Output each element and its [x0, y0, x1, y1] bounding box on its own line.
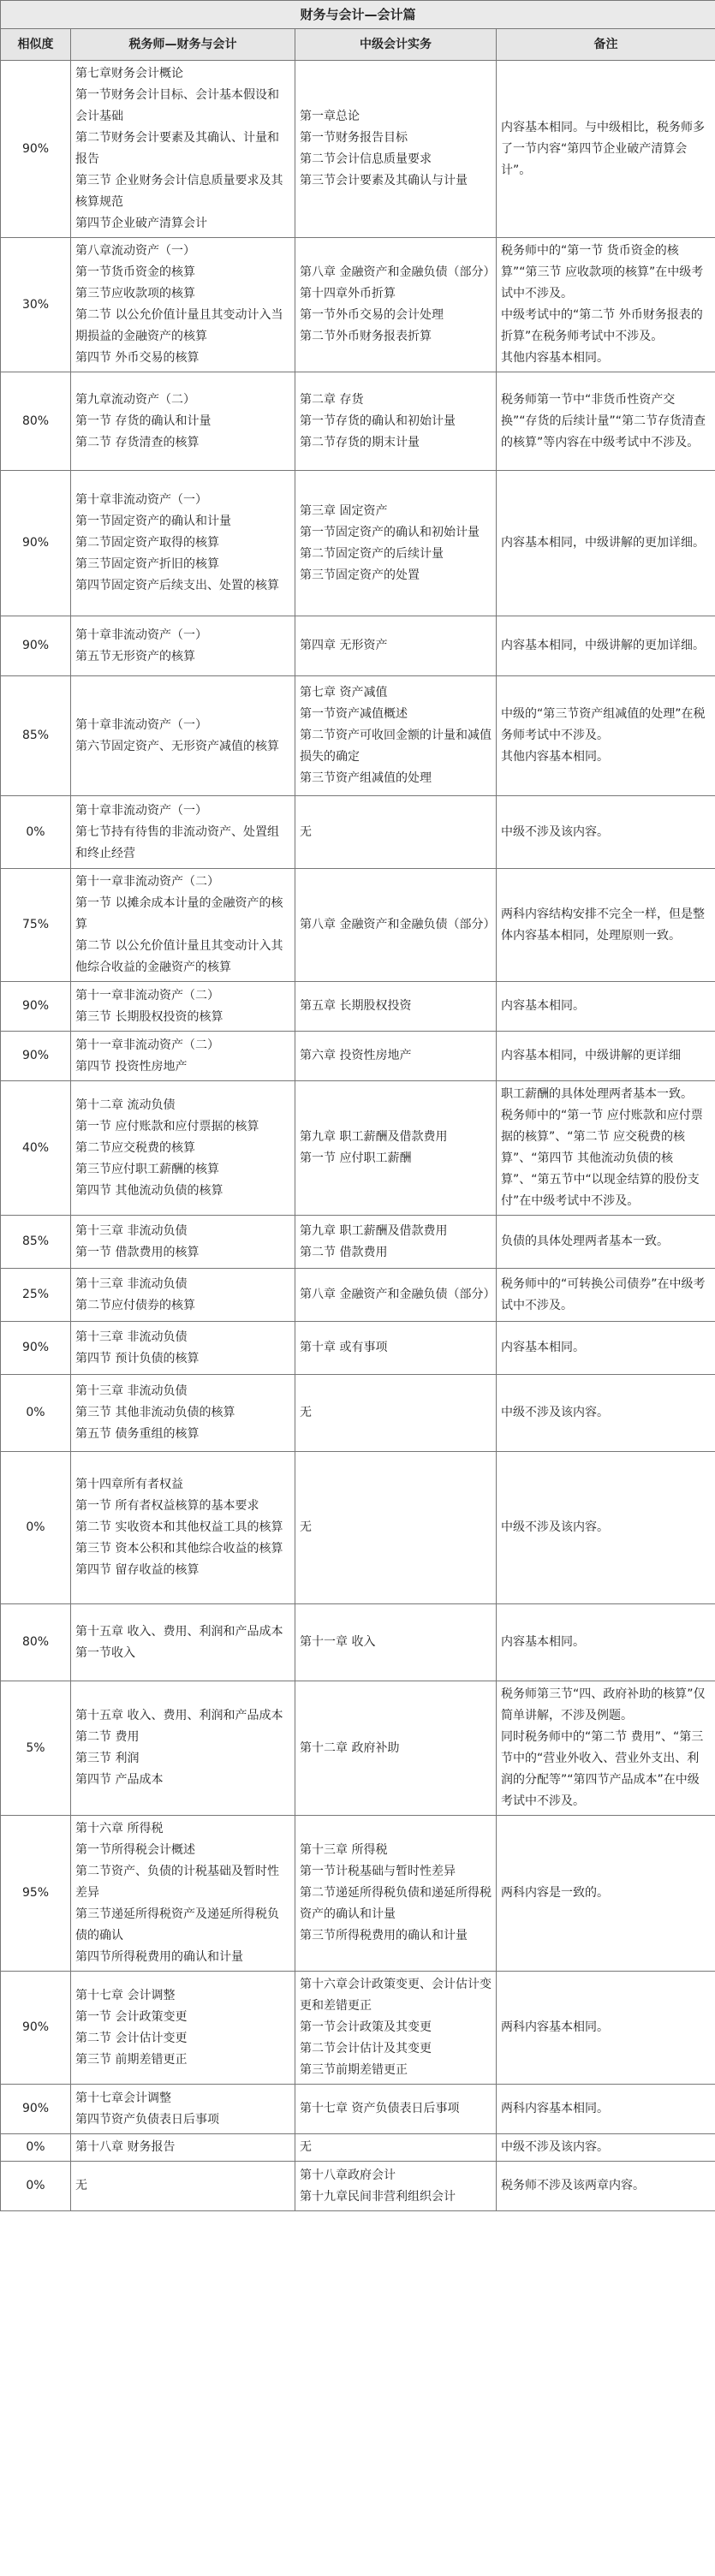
intermediate-cell [295, 1081, 497, 1216]
remarks-cell [497, 869, 715, 982]
similarity-cell: 90% [1, 2085, 71, 2134]
tax-agent-cell [71, 471, 295, 616]
table-row [1, 869, 715, 982]
cell-line: 第三节递延所得税资产及递延所得税负债的确认 [75, 1907, 279, 1942]
tax-agent-cell [71, 1032, 295, 1081]
tax-agent-cell [71, 616, 295, 676]
remarks-cell [497, 1452, 715, 1604]
tax-agent-cell [71, 1604, 295, 1681]
cell-line: 第二节存货的期末计量 [300, 435, 420, 449]
remarks-cell [497, 1216, 715, 1269]
cell-line: 税务师第一节中“非货币性资产交换”“存货的后续计量”“第二节存货清查的核算”等内容在中级考试中不涉及。 [501, 392, 706, 449]
intermediate-cell [295, 1681, 497, 1816]
cell-line: 第十六章 所得税 [75, 1822, 164, 1835]
cell-line: 第二节 以公允价值计量且其变动计入当期损益的金融资产的核算 [75, 308, 283, 343]
cell-line: 第二节外币财务报表折算 [300, 330, 432, 343]
cell-line: 第十五章 收入、费用、利润和产品成本 [75, 1709, 283, 1722]
table-row [1, 372, 715, 471]
cell-line: 第六节固定资产、无形资产减值的核算 [75, 739, 279, 753]
intermediate-cell [295, 1816, 497, 1972]
cell-line: 第九章流动资产（二） [75, 392, 195, 407]
cell-line: 第二节财务会计要素及其确认、计量和报告 [75, 131, 279, 166]
cell-line: 第二章 存货 [300, 392, 364, 407]
table-row [1, 982, 715, 1032]
cell-line: 无 [300, 1520, 312, 1534]
similarity-cell: 75% [1, 869, 71, 982]
cell-line: 负债的具体处理两者基本一致。 [501, 1234, 669, 1248]
tax-agent-cell [71, 1081, 295, 1216]
remarks-cell [497, 1604, 715, 1681]
similarity-cell: 90% [1, 61, 71, 238]
cell-line: 第四节企业破产清算会计 [75, 217, 207, 230]
cell-line: 第四节 外币交易的核算 [75, 351, 200, 365]
tax-agent-cell [71, 1681, 295, 1816]
similarity-cell: 30% [1, 238, 71, 372]
cell-line: 两科内容是一致的。 [501, 1886, 609, 1900]
cell-line: 第七章财务会计概论 [75, 67, 183, 80]
cell-line: 第十三章 所得税 [300, 1843, 388, 1857]
table-row [1, 238, 715, 372]
cell-line: 第四节 预计负债的核算 [75, 1351, 200, 1365]
cell-line: 内容基本相同。与中级相比，税务师多了一节内容“第四节企业破产清算会计”。 [501, 120, 705, 177]
cell-line: 第一节存货的确认和初始计量 [300, 413, 456, 428]
cell-line: 第一节财务会计目标、会计基本假设和会计基础 [75, 88, 279, 123]
intermediate-cell [295, 2085, 497, 2134]
table-row [1, 61, 715, 238]
cell-line: 同时税务师中的“第二节 费用”、“第三节中的“营业外收入、营业外支出、利润的分配等”“第四节产品成本”在中级考试中不涉及。 [501, 1730, 704, 1808]
cell-line: 第十三章 非流动负债 [75, 1384, 188, 1398]
cell-line: 第三节前期差错更正 [300, 2063, 408, 2077]
remarks-cell [497, 616, 715, 676]
cell-line: 税务师中的“第一节 应付账款和应付票据的核算”、“第二节 应交税费的核算”、“第四节 其他流动负债的核算”、“第五节中“以现金结算的股份支付”在中级考试中不涉及。 [501, 1109, 703, 1208]
intermediate-cell [295, 1032, 497, 1081]
cell-line: 第四节 留存收益的核算 [75, 1563, 200, 1577]
cell-line: 第十五章 收入、费用、利润和产品成本 [75, 1624, 283, 1639]
cell-line: 第一节 以摊余成本计量的金融资产的核算 [75, 896, 283, 931]
cell-line: 第十四章外币折算 [300, 287, 396, 300]
cell-line: 第十八章政府会计 [300, 2168, 396, 2182]
intermediate-cell [295, 238, 497, 372]
cell-line: 中级考试中的“第二节 外币财务报表的折算”在税务师考试中不涉及。 [501, 308, 703, 343]
table-row [1, 1452, 715, 1604]
cell-line: 内容基本相同。 [501, 999, 585, 1013]
table-row [1, 1816, 715, 1972]
tax-agent-cell [71, 238, 295, 372]
cell-line: 第一节 所有者权益核算的基本要求 [75, 1499, 259, 1513]
table-row [1, 471, 715, 616]
cell-line: 第八章 金融资产和金融负债（部分） [300, 1288, 496, 1301]
cell-line: 第二节固定资产的后续计量 [300, 546, 444, 561]
intermediate-cell [295, 1604, 497, 1681]
cell-line: 第二节会计估计及其变更 [300, 2042, 432, 2055]
tax-agent-cell [71, 61, 295, 238]
cell-line: 内容基本相同，中级讲解的更加详细。 [501, 536, 705, 550]
cell-line: 第十七章 资产负债表日后事项 [300, 2102, 460, 2115]
similarity-cell: 25% [1, 1269, 71, 1322]
tax-agent-cell [71, 2134, 295, 2162]
table-row [1, 2162, 715, 2211]
cell-line: 第十三章 非流动负债 [75, 1330, 188, 1344]
similarity-cell: 40% [1, 1081, 71, 1216]
cell-line: 第四节 投资性房地产 [75, 1059, 188, 1074]
similarity-cell: 85% [1, 676, 71, 796]
intermediate-cell [295, 1452, 497, 1604]
cell-line: 第一节 会计政策变更 [75, 2009, 188, 2024]
table-row [1, 1375, 715, 1452]
cell-line: 第二节 借款费用 [300, 1245, 388, 1259]
cell-line: 中级不涉及该内容。 [501, 1520, 609, 1534]
tax-agent-cell [71, 676, 295, 796]
cell-line: 第三节固定资产的处置 [300, 568, 420, 582]
similarity-cell: 90% [1, 1032, 71, 1081]
remarks-cell [497, 1322, 715, 1375]
cell-line: 第五节无形资产的核算 [75, 649, 195, 663]
cell-line: 第三节 利润 [75, 1752, 140, 1765]
cell-line: 第十七章 会计调整 [75, 1988, 176, 2002]
intermediate-cell [295, 1216, 497, 1269]
tax-agent-cell [71, 796, 295, 869]
cell-line: 第一节 存货的确认和计量 [75, 413, 212, 428]
similarity-cell: 0% [1, 2134, 71, 2162]
table-row [1, 1322, 715, 1375]
intermediate-cell [295, 869, 497, 982]
similarity-cell: 90% [1, 471, 71, 616]
similarity-cell: 0% [1, 1375, 71, 1452]
cell-line: 第十八章 财务报告 [75, 2140, 176, 2154]
intermediate-cell [295, 1269, 497, 1322]
cell-line: 第八章 金融资产和金融负债（部分） [300, 918, 496, 931]
cell-line: 第六章 投资性房地产 [300, 1049, 412, 1062]
cell-line: 第二节固定资产取得的核算 [75, 536, 219, 550]
cell-line: 第十一章非流动资产（二） [75, 875, 219, 889]
similarity-cell: 80% [1, 372, 71, 471]
cell-line: 两科内容结构安排不完全一样，但是整体内容基本相同，处理原则一致。 [501, 907, 705, 943]
tax-agent-cell [71, 2085, 295, 2134]
cell-line: 第十二章 政府补助 [300, 1740, 400, 1755]
cell-line: 第二节递延所得税负债和递延所得税资产的确认和计量 [300, 1886, 492, 1921]
intermediate-cell [295, 1322, 497, 1375]
table-row [1, 1081, 715, 1216]
table-row [1, 1972, 715, 2085]
similarity-cell: 90% [1, 616, 71, 676]
intermediate-cell [295, 616, 497, 676]
cell-line: 第三节所得税费用的确认和计量 [300, 1929, 468, 1942]
cell-line: 第十章非流动资产（一） [75, 803, 207, 818]
tax-agent-cell [71, 1269, 295, 1322]
table-row [1, 2085, 715, 2134]
cell-line: 第一节货币资金的核算 [75, 265, 195, 279]
cell-line: 第三节 企业财务会计信息质量要求及其核算规范 [75, 174, 283, 209]
cell-line: 第三节应收款项的核算 [75, 287, 195, 300]
cell-line: 第三节会计要素及其确认与计量 [300, 174, 468, 187]
cell-line: 税务师中的“可转换公司债券”在中级考试中不涉及。 [501, 1276, 706, 1312]
cell-line: 第一节 应付账款和应付票据的核算 [75, 1119, 259, 1133]
tax-agent-cell [71, 1216, 295, 1269]
table-row [1, 1604, 715, 1681]
intermediate-cell [295, 2162, 497, 2211]
similarity-cell: 95% [1, 1816, 71, 1972]
cell-line: 第二节应付债券的核算 [75, 1298, 195, 1312]
cell-line: 第五章 长期股权投资 [300, 999, 412, 1013]
cell-line: 第十九章民间非营利组织会计 [300, 2189, 456, 2204]
cell-line: 第四节 其他流动负债的核算 [75, 1183, 223, 1198]
cell-line: 第二节会计信息质量要求 [300, 152, 432, 166]
cell-line: 第四章 无形资产 [300, 639, 388, 652]
tax-agent-cell [71, 869, 295, 982]
cell-line: 第十章 或有事项 [300, 1341, 388, 1354]
cell-line: 第三节应付职工薪酬的核算 [75, 1162, 219, 1176]
cell-line: 其他内容基本相同。 [501, 750, 609, 764]
cell-line: 第三节固定资产折旧的核算 [75, 557, 219, 571]
remarks-cell [497, 372, 715, 471]
cell-line: 第十四章所有者权益 [75, 1478, 183, 1491]
similarity-cell: 90% [1, 1322, 71, 1375]
cell-line: 中级不涉及该内容。 [501, 824, 609, 839]
tax-agent-cell [71, 2162, 295, 2211]
cell-line: 中级不涉及该内容。 [501, 2140, 609, 2154]
cell-line: 第三节资产组减值的处理 [300, 771, 432, 785]
cell-line: 第三节 长期股权投资的核算 [75, 1009, 223, 1024]
cell-line: 第三节 其他非流动负债的核算 [75, 1406, 235, 1419]
cell-line: 第一章总论 [300, 110, 360, 123]
remarks-cell [497, 2162, 715, 2211]
cell-line: 第一节资产减值概述 [300, 707, 408, 721]
remarks-cell [497, 1972, 715, 2085]
cell-line: 第三节 资本公积和其他综合收益的核算 [75, 1542, 283, 1556]
cell-line: 第十章非流动资产（一） [75, 493, 207, 507]
cell-line: 第七节持有待售的非流动资产、处置组和终止经营 [75, 824, 279, 860]
table-row [1, 1216, 715, 1269]
cell-line: 第一节所得税会计概述 [75, 1843, 195, 1857]
intermediate-cell [295, 1375, 497, 1452]
tax-agent-cell [71, 1375, 295, 1452]
cell-line: 第二节应交税费的核算 [75, 1140, 195, 1155]
remarks-cell [497, 2085, 715, 2134]
intermediate-cell [295, 676, 497, 796]
tax-agent-cell [71, 1322, 295, 1375]
cell-line: 第十六章会计政策变更、会计估计变更和差错更正 [300, 1978, 492, 2013]
cell-line: 无 [300, 2140, 312, 2154]
tax-agent-cell [71, 1972, 295, 2085]
cell-line: 第十章非流动资产（一） [75, 717, 207, 732]
cell-line: 税务师不涉及该两章内容。 [501, 2179, 645, 2192]
cell-line: 第三章 固定资产 [300, 503, 388, 518]
cell-line: 税务师中的“第一节 货币资金的核算”“第三节 应收款项的核算”在中级考试中不涉及。 [501, 244, 704, 300]
header-remarks: 备注 [497, 29, 715, 61]
table-row [1, 1681, 715, 1816]
cell-line: 第一节固定资产的确认和初始计量 [300, 525, 480, 539]
cell-line: 第二节 费用 [75, 1730, 140, 1744]
cell-line: 第四节固定资产后续支出、处置的核算 [75, 579, 279, 592]
cell-line: 第十一章 收入 [300, 1635, 376, 1649]
similarity-cell: 90% [1, 1972, 71, 2085]
cell-line: 第四节资产负债表日后事项 [75, 2112, 219, 2127]
cell-line: 第一节 借款费用的核算 [75, 1245, 200, 1259]
similarity-cell: 85% [1, 1216, 71, 1269]
remarks-cell [497, 1375, 715, 1452]
cell-line: 其他内容基本相同。 [501, 351, 609, 365]
similarity-cell: 0% [1, 1452, 71, 1604]
cell-line: 无 [300, 824, 312, 839]
table-row [1, 2134, 715, 2162]
remarks-cell [497, 676, 715, 796]
table-row [1, 676, 715, 796]
intermediate-cell [295, 61, 497, 238]
header-tax-agent: 税务师—财务与会计 [71, 29, 295, 61]
remarks-cell [497, 238, 715, 372]
cell-line: 第二节资产可收回金额的计量和减值损失的确定 [300, 729, 492, 764]
cell-line: 第十七章会计调整 [75, 2091, 171, 2105]
cell-line: 第十三章 非流动负债 [75, 1276, 188, 1291]
cell-line: 第七章 资产减值 [300, 686, 388, 699]
table-body [1, 61, 715, 2211]
cell-line: 第四节 产品成本 [75, 1773, 164, 1787]
cell-line: 第十章非流动资产（一） [75, 628, 207, 642]
tax-agent-cell [71, 372, 295, 471]
cell-line: 第八章流动资产（一） [75, 244, 195, 258]
remarks-cell [497, 1081, 715, 1216]
remarks-cell [497, 1032, 715, 1081]
intermediate-cell [295, 1972, 497, 2085]
similarity-cell: 90% [1, 982, 71, 1032]
cell-line: 第十三章 非流动负债 [75, 1223, 188, 1238]
cell-line: 第一节固定资产的确认和计量 [75, 515, 231, 528]
header-intermediate: 中级会计实务 [295, 29, 497, 61]
intermediate-cell [295, 372, 497, 471]
similarity-cell: 80% [1, 1604, 71, 1681]
cell-line: 第三节 前期差错更正 [75, 2052, 188, 2067]
cell-line: 第一节收入 [75, 1645, 135, 1660]
cell-line: 第二节 会计估计变更 [75, 2031, 188, 2045]
cell-line: 中级不涉及该内容。 [501, 1406, 609, 1419]
cell-line: 第八章 金融资产和金融负债（部分） [300, 265, 496, 279]
tax-agent-cell [71, 982, 295, 1032]
cell-line: 两科内容基本相同。 [501, 2020, 609, 2034]
tax-agent-cell [71, 1452, 295, 1604]
similarity-cell: 0% [1, 2162, 71, 2211]
remarks-cell [497, 61, 715, 238]
cell-line: 第二节资产、负债的计税基础及暂时性差异 [75, 1865, 279, 1900]
cell-line: 第十二章 流动负债 [75, 1098, 176, 1112]
cell-line: 第十一章非流动资产（二） [75, 988, 219, 1002]
cell-line: 第一节财务报告目标 [300, 131, 408, 145]
cell-line: 第一节 应付职工薪酬 [300, 1151, 412, 1165]
cell-line: 第二节 存货清查的核算 [75, 435, 200, 449]
cell-line: 内容基本相同，中级讲解的更加详细。 [501, 639, 705, 652]
tax-agent-cell [71, 1816, 295, 1972]
remarks-cell [497, 982, 715, 1032]
intermediate-cell [295, 796, 497, 869]
cell-line: 第九章 职工薪酬及借款费用 [300, 1130, 448, 1144]
cell-line: 内容基本相同。 [501, 1635, 585, 1649]
cell-line: 无 [75, 2179, 87, 2192]
remarks-cell [497, 796, 715, 869]
cell-line: 第二节 以公允价值计量且其变动计入其他综合收益的金融资产的核算 [75, 939, 283, 974]
cell-line: 第一节会计政策及其变更 [300, 2020, 432, 2034]
intermediate-cell [295, 2134, 497, 2162]
remarks-cell [497, 1269, 715, 1322]
cell-line: 第九章 职工薪酬及借款费用 [300, 1223, 448, 1238]
intermediate-cell [295, 471, 497, 616]
similarity-cell: 5% [1, 1681, 71, 1816]
cell-line: 中级的“第三节资产组减值的处理”在税务师考试中不涉及。 [501, 707, 706, 742]
table-row [1, 796, 715, 869]
remarks-cell [497, 2134, 715, 2162]
intermediate-cell [295, 982, 497, 1032]
cell-line: 两科内容基本相同。 [501, 2102, 609, 2115]
table-row [1, 1269, 715, 1322]
header-similarity: 相似度 [1, 29, 71, 61]
cell-line: 内容基本相同。 [501, 1341, 585, 1354]
cell-line: 第二节 实收资本和其他权益工具的核算 [75, 1520, 283, 1534]
cell-line: 第一节计税基础与暂时性差异 [300, 1865, 456, 1878]
table-title: 财务与会计—会计篇 [1, 1, 715, 29]
cell-line: 职工薪酬的具体处理两者基本一致。 [501, 1087, 693, 1101]
remarks-cell [497, 1681, 715, 1816]
cell-line: 无 [300, 1406, 312, 1419]
cell-line: 第五节 债务重组的核算 [75, 1427, 200, 1441]
cell-line: 内容基本相同，中级讲解的更详细 [501, 1049, 681, 1062]
similarity-cell: 0% [1, 796, 71, 869]
table-row [1, 1032, 715, 1081]
cell-line: 税务师第三节“四、政府补助的核算”仅简单讲解，不涉及例题。 [501, 1687, 706, 1722]
remarks-cell [497, 471, 715, 616]
cell-line: 第一节外币交易的会计处理 [300, 308, 444, 322]
table-row [1, 616, 715, 676]
remarks-cell [497, 1816, 715, 1972]
cell-line: 第十一章非流动资产（二） [75, 1038, 219, 1052]
cell-line: 第四节所得税费用的确认和计量 [75, 1950, 243, 1964]
